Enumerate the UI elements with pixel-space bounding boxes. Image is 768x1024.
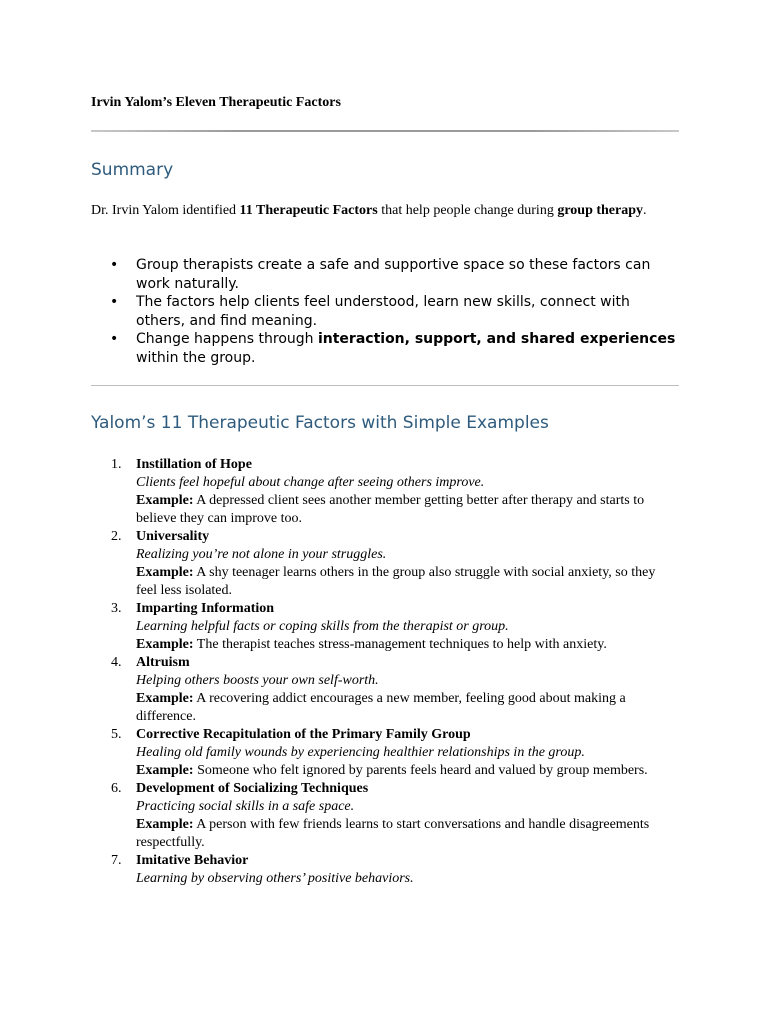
factors-list xyxy=(91,456,679,888)
factor-number: 5. xyxy=(111,727,122,742)
example-label: Example: xyxy=(136,763,194,778)
factor-description: Healing old family wounds by experiencing healthier relationships in the group. xyxy=(136,745,585,760)
title-divider xyxy=(91,130,679,132)
summary-bullet xyxy=(91,256,679,293)
factor-number: 7. xyxy=(111,853,122,868)
summary-heading: Summary xyxy=(91,160,174,180)
bullet-text: within the group. xyxy=(136,349,256,366)
factor-description: Learning by observing others’ positive behaviors. xyxy=(136,871,414,886)
factor-example xyxy=(136,763,648,778)
intro-text-1: Dr. Irvin Yalom identified xyxy=(91,203,240,218)
factor-name: Universality xyxy=(136,529,210,544)
document-title: Irvin Yalom’s Eleven Therapeutic Factors xyxy=(91,95,341,110)
factor-example xyxy=(136,565,655,598)
bullet-dot: • xyxy=(110,331,119,347)
factor-name: Instillation of Hope xyxy=(136,457,252,472)
factor-number: 3. xyxy=(111,601,122,616)
example-text: The therapist teaches stress-management techniques to help with anxiety. xyxy=(193,637,607,652)
factor-description: Helping others boosts your own self-worth. xyxy=(136,673,379,688)
factor-name: Imparting Information xyxy=(136,601,275,616)
factor-item xyxy=(91,780,679,852)
example-text: A person with few friends learns to start conversations and handle disagreements respectfully. xyxy=(136,817,650,850)
bullet-dot: • xyxy=(110,257,119,273)
intro-bold-2: group therapy xyxy=(557,203,644,218)
example-label: Example: xyxy=(136,817,194,832)
bullet-text: Change happens through xyxy=(136,331,318,347)
section-divider xyxy=(91,385,679,386)
factor-item xyxy=(91,600,679,654)
intro-text-2: that help people change during xyxy=(377,203,558,218)
factor-name: Altruism xyxy=(136,655,190,670)
factor-number: 1. xyxy=(111,457,122,472)
example-text: A recovering addict encourages a new member, feeling good about making a difference. xyxy=(136,691,626,724)
example-label: Example: xyxy=(136,565,194,580)
example-text: Someone who felt ignored by parents feels heard and valued by group members. xyxy=(193,763,648,778)
factor-description: Clients feel hopeful about change after seeing others improve. xyxy=(136,475,485,490)
factor-example xyxy=(136,637,607,652)
example-label: Example: xyxy=(136,637,194,652)
example-label: Example: xyxy=(136,691,194,706)
factor-item xyxy=(91,726,679,780)
factor-description: Realizing you’re not alone in your struggles. xyxy=(136,547,387,562)
summary-intro xyxy=(91,202,679,221)
bullet-bold-text: interaction, support, and shared experiences xyxy=(317,331,676,347)
factor-item xyxy=(91,456,679,528)
factor-description: Practicing social skills in a safe space. xyxy=(136,799,355,814)
factor-number: 2. xyxy=(111,529,122,544)
factor-number: 4. xyxy=(111,655,122,670)
factor-example xyxy=(136,817,649,850)
intro-text-3: . xyxy=(643,203,647,218)
factor-item xyxy=(91,654,679,726)
example-text: A depressed client sees another member getting better after therapy and starts to believe they can improve too. xyxy=(136,493,645,526)
intro-bold-1: 11 Therapeutic Factors xyxy=(239,203,378,218)
factor-item xyxy=(91,852,679,888)
factor-name: Imitative Behavior xyxy=(136,853,249,868)
factor-item xyxy=(91,528,679,600)
summary-bullet xyxy=(91,293,679,330)
factors-heading: Yalom’s 11 Therapeutic Factors with Simple Examples xyxy=(91,413,549,433)
factor-description: Learning helpful facts or coping skills from the therapist or group. xyxy=(136,619,509,634)
factor-name: Corrective Recapitulation of the Primary Family Group xyxy=(136,727,471,742)
factor-number: 6. xyxy=(111,781,122,796)
bullet-text: The factors help clients feel understood, learn new skills, connect with others, and find meaning. xyxy=(136,294,630,329)
summary-bullet-list xyxy=(91,256,679,367)
factor-example xyxy=(136,691,626,724)
factor-example xyxy=(136,493,644,526)
example-label: Example: xyxy=(136,493,194,508)
example-text: A shy teenager learns others in the group also struggle with social anxiety, so they feel less isolated. xyxy=(136,565,656,598)
summary-bullet xyxy=(91,330,679,367)
factor-name: Development of Socializing Techniques xyxy=(136,781,369,796)
bullet-text: Group therapists create a safe and supportive space so these factors can work naturally. xyxy=(136,257,651,292)
bullet-dot: • xyxy=(110,294,119,310)
